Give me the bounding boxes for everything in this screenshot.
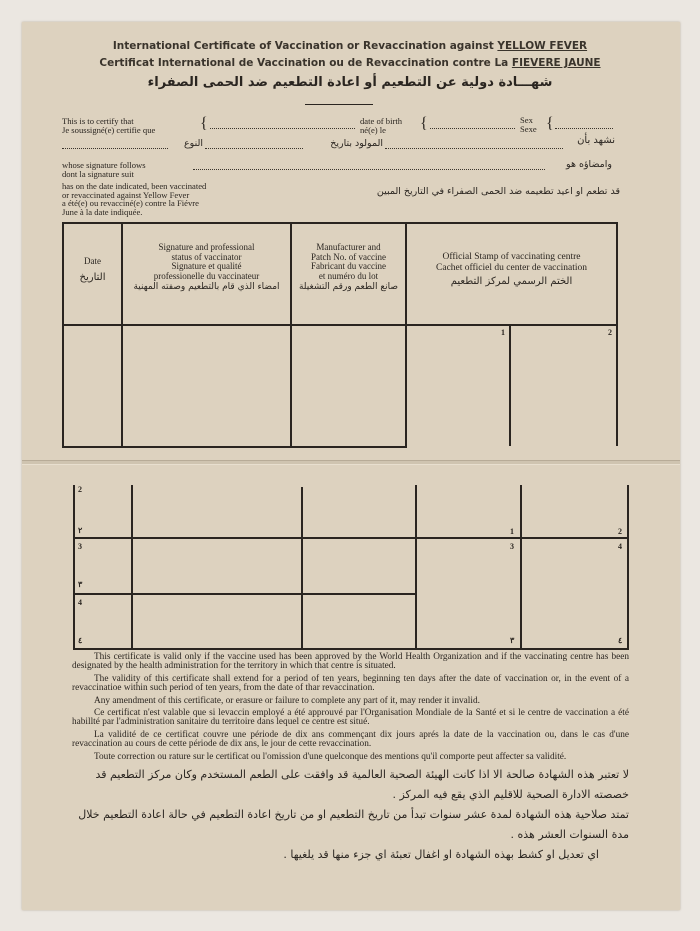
row-number: 3 [78,542,82,551]
validity-notes [72,653,629,865]
cell-number-ar: ٤ [618,636,623,645]
ar-signature-label: وامضاؤه هو [566,159,612,170]
cell-number: 1 [501,328,505,337]
col-manufacturer-header [292,243,405,293]
dob-fr: né(e) le [360,124,386,135]
vaccinated-label [62,182,206,216]
cell-number: 3 [510,542,514,551]
ar-certify-label: نشهد بأن [577,135,615,146]
sex-field[interactable] [555,128,613,129]
cell-number: 2 [618,527,622,536]
sex-en: Sex [520,115,533,125]
table-rule [73,648,629,650]
dob-en: date of birth [360,116,402,126]
title-fr-emphasis: FIEVERE JAUNE [511,57,601,69]
ar-vaccinated-label: قد تطعم او اعيد تطعيمه ضد الحمى الصفراء في التاريخ المبين [376,186,620,197]
col-mfr-fr2: et numéro du lot [318,270,379,281]
table-rule [520,485,522,649]
note-ar-1: لا تعتبر هذه الشهادة صالحة الا اذا كانت الهيئة الصحية العالمية قد وافقت على الطعم المستخدم وكان مركز التطعيم قد خصصته الادارة الصحية للاقليم الذي يقع فيه المركز . [95,768,629,802]
table-rule [415,485,417,649]
dob-label [360,117,402,134]
col-mfr-fr1: Fabricant du vaccine [311,261,386,271]
ar-sex-label: النوع [184,138,203,149]
col-signature-header [123,243,290,293]
row-number-ar: ٤ [78,636,83,645]
col-stamp-header [407,252,616,287]
table-rule [301,487,303,649]
title-fr-text: Certificat International de Vaccination ou de Revaccination contre La [99,57,509,69]
note-ar-3: اي تعديل او كشط بهذه الشهادة او اغفال تعبئة اي جزء منها قد يلغيها . [283,848,599,862]
col-sig-ar: امضاء الذي قام بالتطعيم وصفته المهنية [133,282,280,292]
note-en-3: Any amendment of this certificate, or erasure or failure to complete any part of it, may render it invalid. [94,695,480,706]
note-fr-3: Toute correction ou rature sur le certificat ou l'omission d'une quelconque des mentions qu'il comporte peut affecter sa validité. [94,751,567,762]
col-stamp-ar: الختم الرسمي لمركز التطعيم [450,276,573,287]
table-rule [509,324,511,446]
col-date-header [64,257,121,282]
title-french [0,57,700,69]
col-mfr-en2: Patch No. of vaccine [311,251,386,262]
signature-en: whose signature follows [62,160,146,170]
certify-fr: Je soussigné(e) certifie que [62,124,156,135]
sex-fr: Sexe [520,123,537,134]
note-en-2: The validity of this certificate shall extend for a period of ten years, beginning ten days after the date of vaccination or, in the event of a revaccinatioe within such period of ten years, from the date of thar revaccination. [72,673,629,694]
col-date-ar: التاريخ [79,271,106,283]
certify-label [62,117,155,134]
cell-number: 4 [618,542,622,551]
signature-fr: dont la signature suit [62,168,134,179]
col-date-en: Date [84,256,101,266]
vaccinated-fr1: a été(e) ou revacciné(e) contre la Fiévre [62,198,199,208]
col-sig-en1: Signature and professional [158,242,255,252]
note-en-1: This certificate is valid only if the vaccine used has been approved by the World Health Organization and if the vaccinating centre has been designated by the health administration for the territory in which that centre is situated. [72,652,629,672]
brace: { [420,115,428,132]
vaccinated-fr2: June à la date indiquée. [62,206,143,217]
ar-name-field[interactable] [385,148,563,149]
dob-field[interactable] [430,128,515,129]
note-fr-2: La validité de ce certificat couvre une période de dix ans commençant dix jours aprés la date de la vaccination ou, dans le cas d'une revaccination au cours de cette période de dix ans, le jour de cette revaccination. [72,729,629,750]
note-ar-2: تمتد صلاحية هذه الشهادة لمدة عشر سنوات تبدأ من تاريخ التطعيم او من تاريخ اعادة التطعيم في حالة اعادة التطعيم خلال مدة السنوات العشر هذه . [78,808,629,842]
ar-sex-field[interactable] [62,148,168,149]
title-arabic: شهـــادة دولية عن التطعيم أو اعادة التطعيم ضد الحمى الصفراء [147,75,553,90]
certify-en: This is to certify that [62,116,134,126]
table-rule [131,485,133,649]
col-mfr-en1: Manufacturer and [316,242,381,252]
col-sig-en2: status of vaccinator [171,251,242,262]
vaccinated-en1: has on the date indicated, been vaccinated [62,181,207,191]
signature-field[interactable] [193,169,545,170]
signature-label [62,161,146,178]
table-rule [73,593,417,595]
row-number-ar: ٣ [78,580,83,589]
ar-dob-field[interactable] [205,148,303,149]
cell-number: 2 [608,328,612,337]
title-en-emphasis: YELLOW FEVER [497,40,588,52]
note-fr-1: Ce certificat n'est valable que si levaccin employé a été approuvé par l'Organisation Mondiale de la Santé et si le centre de vaccination a été habillté par l'administration sanitaire du territoire dans lequel ce centre est situé. [72,708,629,728]
name-field[interactable] [210,128,355,129]
brace: { [200,115,208,132]
table-rule [627,485,629,649]
col-sig-fr1: Signature et qualité [171,261,242,271]
title-english [0,40,700,52]
title-divider [305,104,373,105]
sex-label [520,116,537,133]
table-rule [73,537,629,539]
vaccinated-en2: or revaccinated against Yellow Fever [62,189,190,200]
row-number: 4 [78,598,82,607]
title-en-text: International Certificate of Vaccination or Revaccination against [112,40,494,52]
page-fold [22,460,680,465]
brace: { [546,115,554,132]
col-sig-fr2: professionelle du vaccinateur [153,270,260,281]
cell-number-ar: ٣ [510,636,515,645]
col-mfr-ar: صانع الطعم ورقم التشغيلة [298,282,399,292]
col-stamp-en: Official Stamp of vaccinating centre [442,252,581,262]
ar-dob-label: المولود بتاريخ [330,138,383,149]
row-number: 2 [78,485,82,494]
col-stamp-fr: Cachet officiel du center de vaccination [436,263,587,273]
cell-number: 1 [510,527,514,536]
table-rule [62,446,407,448]
row-number-ar: ٢ [78,526,83,535]
table-rule [73,485,75,649]
table-rule [62,222,64,448]
table-rule [62,222,618,224]
table-rule [616,222,618,446]
table-rule [62,324,618,326]
